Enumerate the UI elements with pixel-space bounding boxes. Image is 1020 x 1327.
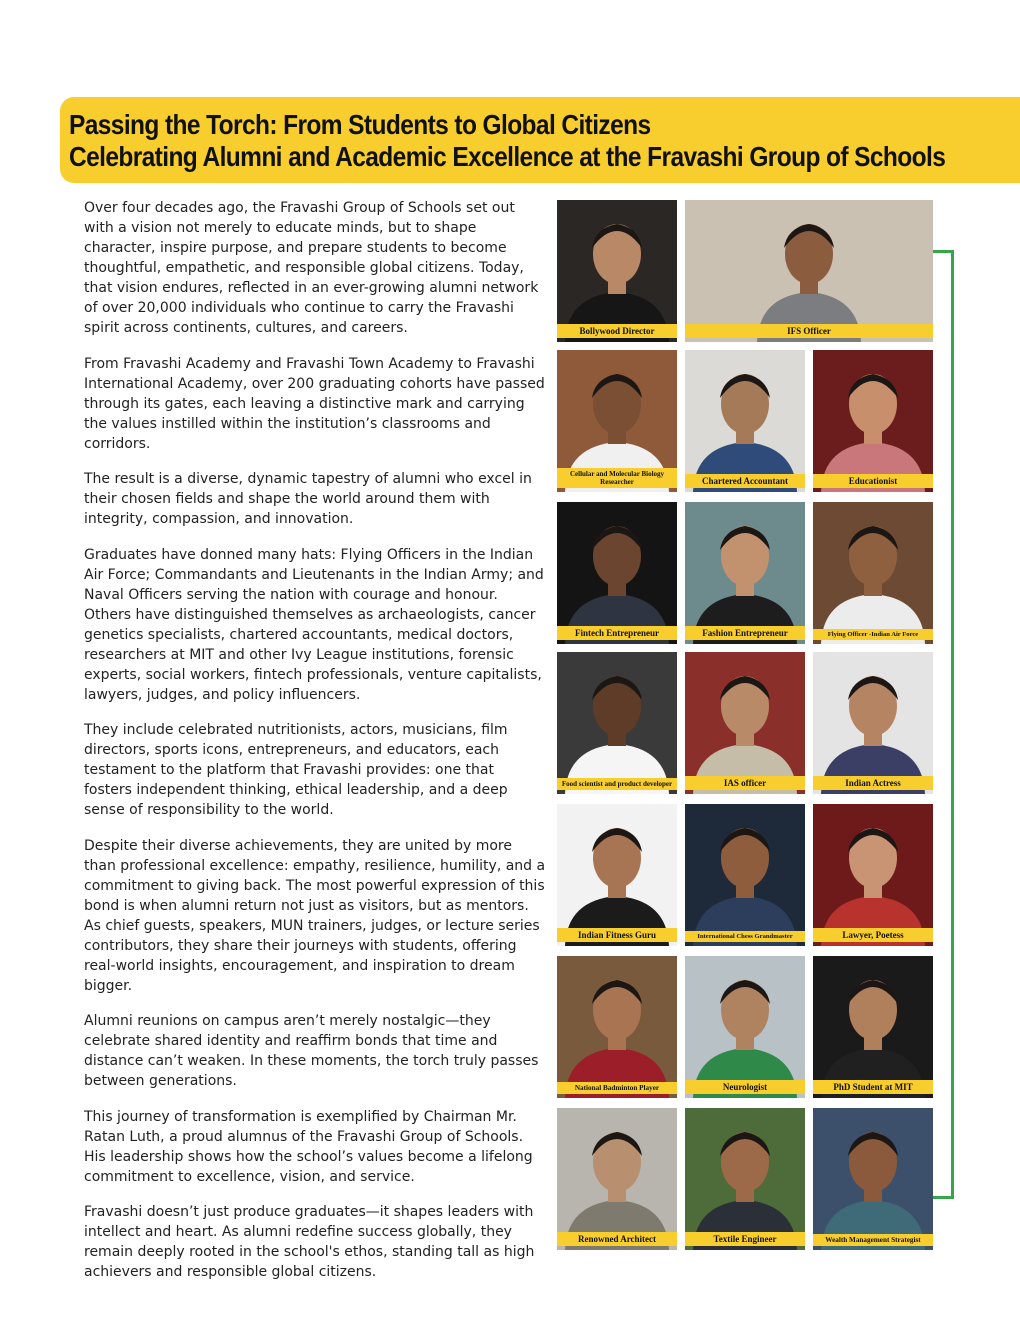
alumni-caption: National Badminton Player: [557, 1082, 677, 1094]
alumni-caption: Fintech Entrepreneur: [557, 626, 677, 640]
alumni-caption: PhD Student at MIT: [813, 1080, 933, 1094]
article-body: [84, 198, 546, 1298]
alumni-portrait: [685, 200, 933, 342]
alumni-portrait: [557, 1108, 677, 1250]
alumni-photo-tile: [813, 502, 933, 644]
alumni-portrait: [813, 652, 933, 794]
alumni-portrait: [813, 1108, 933, 1250]
alumni-photo-tile: [813, 956, 933, 1098]
alumni-caption: Renowned Architect: [557, 1232, 677, 1246]
alumni-caption: Bollywood Director: [557, 324, 677, 338]
alumni-photo-tile: [813, 1108, 933, 1250]
alumni-photo-tile: [557, 804, 677, 946]
alumni-caption: Flying Officer -Indian Air Force: [813, 629, 933, 640]
alumni-caption: Indian Actress: [813, 776, 933, 790]
alumni-photo-tile: [557, 502, 677, 644]
alumni-photo-tile: [685, 1108, 805, 1250]
alumni-caption: Textile Engineer: [685, 1232, 805, 1246]
title-banner: [60, 97, 1020, 183]
alumni-portrait: [685, 652, 805, 794]
alumni-portrait: [557, 956, 677, 1098]
alumni-portrait: [685, 1108, 805, 1250]
alumni-photo-tile: [685, 350, 805, 492]
alumni-caption: IAS officer: [685, 776, 805, 790]
alumni-photo-tile: [557, 350, 677, 492]
paragraph: The result is a diverse, dynamic tapestry of alumni who excel in their chosen fields and shape the world around them with integrity, compassion, and innovation.: [84, 471, 532, 527]
paragraph: Over four decades ago, the Fravashi Group of Schools set out with a vision not merely to educate minds, but to shape character, inspire purpose, and prepare students to become thoughtful, empathetic, and responsible global citizens. Today, that vision endures, reflected in an ever-growing alumni network of over 20,000 individuals who continue to carry the Fravashi spirit across continents, cultures, and careers.: [84, 200, 539, 336]
alumni-portrait: [557, 200, 677, 342]
paragraph: They include celebrated nutritionists, actors, musicians, film directors, sports icons, entrepreneurs, and educators, each testament to the platform that Fravashi provides: one that fosters independent thinking, ethical leadership, and a deep sense of responsibility to the world.: [84, 722, 508, 818]
title-line-1: Passing the Torch: From Students to Global Citizens: [69, 110, 651, 142]
alumni-portrait: [813, 804, 933, 946]
alumni-caption: Lawyer, Poetess: [813, 928, 933, 942]
paragraph: This journey of transformation is exemplified by Chairman Mr. Ratan Luth, a proud alumnus of the Fravashi Group of Schools. His leadership shows how the school’s values become a lifelong commitment to excellence, vision, and service.: [84, 1108, 533, 1185]
alumni-photo-tile: [685, 652, 805, 794]
alumni-photo-tile: [557, 956, 677, 1098]
alumni-caption: Educationist: [813, 474, 933, 488]
alumni-caption: Food scientist and product developer: [557, 778, 677, 790]
alumni-photo-tile: [813, 804, 933, 946]
alumni-caption: Neurologist: [685, 1080, 805, 1094]
alumni-photo-tile: [685, 956, 805, 1098]
alumni-photo-tile: [685, 502, 805, 644]
alumni-portrait: [557, 652, 677, 794]
title-line-2: Celebrating Alumni and Academic Excellence at the Fravashi Group of Schools: [69, 142, 946, 174]
alumni-portrait: [813, 350, 933, 492]
paragraph: Graduates have donned many hats: Flying Officers in the Indian Air Force; Commandants and Lieutenants in the Indian Army; and Naval Officers serving the nation with courage and honour. Others have distinguished themselves as archaeologists, cancer genetics specialists, chartered accountants, medical doctors, researchers at MIT and other Ivy League institutions, forensic experts, social workers, fintech professionals, venture capitalists, lawyers, judges, and policy influencers.: [84, 546, 544, 703]
alumni-portrait: [557, 804, 677, 946]
alumni-portrait: [813, 502, 933, 644]
paragraph: From Fravashi Academy and Fravashi Town Academy to Fravashi International Academy, over 200 graduating cohorts have passed through its gates, each leaving a distinctive mark and carrying the values instilled within the institution’s classrooms and corridors.: [84, 355, 545, 452]
alumni-photo-tile: [685, 200, 933, 342]
paragraph: Alumni reunions on campus aren’t merely nostalgic—they celebrate shared identity and reaffirm bonds that time and distance can’t weaken. In these moments, the torch truly passes between generations.: [84, 1013, 539, 1089]
alumni-portrait: [685, 956, 805, 1098]
paragraph: Fravashi doesn’t just produce graduates—it shapes leaders with intellect and heart. As alumni redefine success globally, they remain deeply rooted in the school's ethos, standing tall as high achievers and responsible global citizens.: [84, 1204, 535, 1280]
alumni-portrait: [557, 502, 677, 644]
alumni-caption: Wealth Management Strategist: [813, 1234, 933, 1246]
alumni-portrait: [685, 804, 805, 946]
alumni-photo-tile: [685, 804, 805, 946]
alumni-caption: International Chess Grandmaster: [685, 931, 805, 942]
alumni-photo-tile: [813, 350, 933, 492]
alumni-photo-tile: [557, 200, 677, 342]
alumni-portrait: [685, 502, 805, 644]
alumni-caption: IFS Officer: [685, 324, 933, 338]
alumni-portrait: [813, 956, 933, 1098]
alumni-caption: Chartered Accountant: [685, 474, 805, 488]
paragraph: Despite their diverse achievements, they are united by more than professional excellence: empathy, resilience, humility, and a commitment to giving back. The most powerful expression of this bond is when alumni return not just as visitors, but as mentors. As chief guests, speakers, MUN trainers, judges, or lecture series contributors, they share their journeys with students, offering real-world insights, encouragement, and inspiration to dream bigger.: [84, 837, 546, 994]
alumni-caption: Indian Fitness Guru: [557, 928, 677, 942]
alumni-caption: Fashion Entrepreneur: [685, 626, 805, 640]
alumni-photo-tile: [557, 1108, 677, 1250]
alumni-photo-tile: [813, 652, 933, 794]
alumni-portrait: [685, 350, 805, 492]
green-bracket-line: [933, 250, 954, 1199]
alumni-photo-tile: [557, 652, 677, 794]
alumni-caption: Cellular and Molecular Biology Researcher: [557, 468, 677, 488]
